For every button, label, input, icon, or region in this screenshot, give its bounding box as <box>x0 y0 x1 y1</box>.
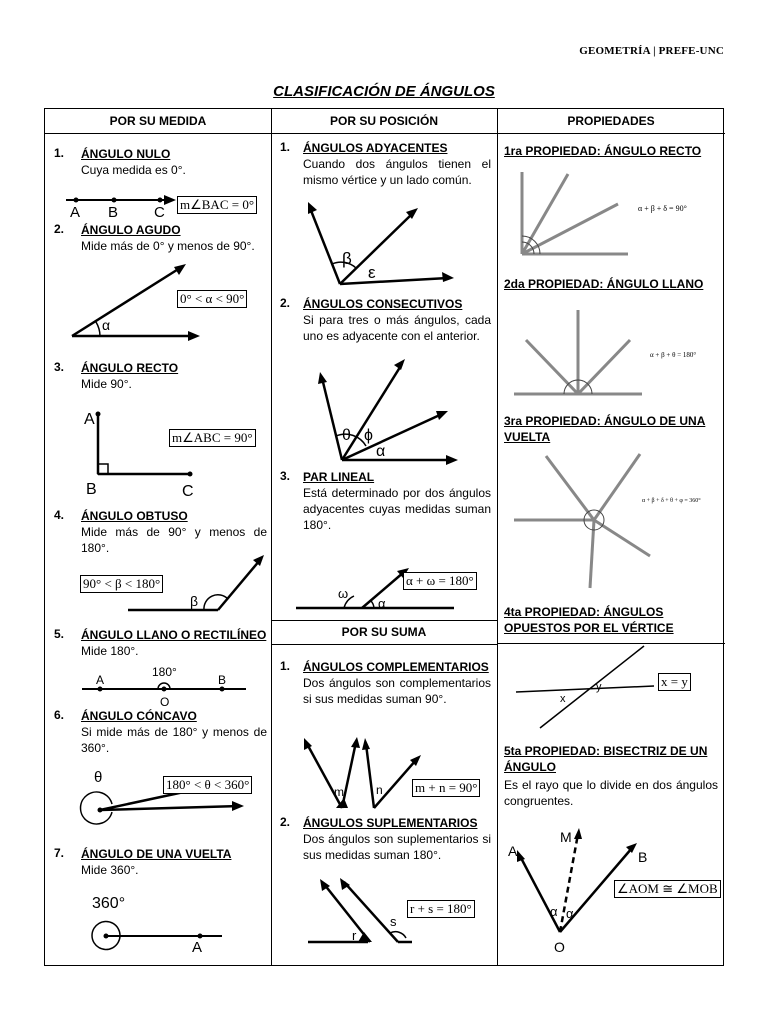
item-title: ÁNGULO AGUDO <box>81 223 181 237</box>
angulo-obtuso <box>81 508 267 556</box>
angulo-recto <box>81 360 267 392</box>
label-b: B <box>638 849 648 865</box>
item-desc: Si mide más de 180° y menos de 360°. <box>81 725 267 755</box>
label-a: A <box>192 939 203 956</box>
item-title: ÁNGULO CÓNCAVO <box>81 709 197 723</box>
suma-divider-bottom <box>271 644 497 645</box>
label-m: M <box>560 829 572 845</box>
item-title: ÁNGULOS SUPLEMENTARIOS <box>303 816 478 830</box>
formula-prop-2: α + β + θ = 180° <box>650 351 697 359</box>
propiedad-5-title: 5ta PROPIEDAD: BISECTRIZ DE UN ÁNGULO <box>504 744 708 774</box>
item-number: 4. <box>54 508 65 522</box>
item-title: PAR LINEAL <box>303 470 375 484</box>
column-header-propiedades: PROPIEDADES <box>567 114 655 128</box>
formula-concavo: 180° < θ < 360° <box>163 776 252 794</box>
label-a: A <box>508 843 518 859</box>
item-title: ÁNGULOS COMPLEMENTARIOS <box>303 660 489 674</box>
column-header-suma: POR SU SUMA <box>341 625 427 639</box>
propiedad-1-diagram <box>508 166 718 262</box>
label-theta: θ <box>94 769 103 786</box>
column-header-medida: POR SU MEDIDA <box>109 114 207 128</box>
item-number: 7. <box>54 846 65 860</box>
item-desc: Cuya medida es 0°. <box>81 163 186 177</box>
label-omega: ω <box>338 586 349 601</box>
label-x: x <box>560 693 566 705</box>
item-desc: Mide 90°. <box>81 377 132 391</box>
angulo-agudo <box>81 222 267 254</box>
angulo-nulo <box>81 146 267 178</box>
header-divider <box>45 133 725 134</box>
item-desc: Está determinado por dos ángulos adyacentes cuyas medidas suman 180°. <box>303 486 491 532</box>
label-o: O <box>554 939 565 955</box>
item-title: ÁNGULOS CONSECUTIVOS <box>303 297 463 311</box>
adyacentes-diagram <box>300 198 460 288</box>
item-desc: Dos ángulos son complementarios si sus medidas suman 90°. <box>303 676 491 706</box>
nulo-diagram <box>60 188 180 221</box>
label-y: y <box>596 681 602 693</box>
item-number: 1. <box>280 659 291 673</box>
label-360: 360° <box>92 895 126 912</box>
angulo-una-vuelta <box>81 846 267 878</box>
column-header-posicion: POR SU POSICIÓN <box>329 114 439 128</box>
formula-nulo: m∠BAC = 0° <box>177 196 257 214</box>
label-epsilon: ε <box>368 263 376 282</box>
angulos-adyacentes <box>303 140 491 188</box>
consecutivos-diagram <box>310 358 460 468</box>
label-r: r <box>352 928 357 943</box>
label-alpha-2: α <box>566 906 574 921</box>
formula-agudo: 0° < α < 90° <box>177 290 247 308</box>
recto-diagram <box>84 402 214 498</box>
propiedad-5-desc: Es el rayo que lo divide en dos ángulos congruentes. <box>504 778 718 808</box>
label-o: O <box>160 695 170 709</box>
propiedad-1-title: 1ra PROPIEDAD: ÁNGULO RECTO <box>504 144 702 158</box>
item-title: ÁNGULO DE UNA VUELTA <box>81 847 232 861</box>
angulos-suplementarios <box>303 815 491 863</box>
propiedad-3-title: 3ra PROPIEDAD: ÁNGULO DE UNA VUELTA <box>504 414 706 444</box>
item-number: 3. <box>54 360 65 374</box>
page-title: CLASIFICACIÓN DE ÁNGULOS <box>273 83 495 100</box>
label-a: A <box>96 673 105 687</box>
complementarios-diagram <box>296 738 426 814</box>
item-desc: Mide más de 90° y menos de 180°. <box>81 525 267 555</box>
label-b: B <box>108 204 119 221</box>
label-m: m <box>334 785 344 799</box>
angulos-consecutivos <box>303 296 491 344</box>
formula-suplementarios: r + s = 180° <box>407 900 475 918</box>
column-divider <box>497 109 498 965</box>
label-c: C <box>154 204 165 221</box>
item-desc: Mide 180°. <box>81 644 139 658</box>
item-number: 6. <box>54 708 65 722</box>
propiedad-4-diagram <box>512 640 662 732</box>
label-180: 180° <box>152 665 177 679</box>
label-c: C <box>182 483 194 500</box>
formula-par-lineal: α + ω = 180° <box>403 572 477 590</box>
label-b: B <box>218 673 227 687</box>
angulo-llano <box>81 627 267 659</box>
formula-prop-1: α + β + δ = 90° <box>638 204 687 213</box>
label-alpha: α <box>102 317 111 333</box>
vuelta-diagram <box>82 890 232 956</box>
column-divider <box>271 109 272 965</box>
propiedad-2-title: 2da PROPIEDAD: ÁNGULO LLANO <box>504 277 704 291</box>
item-title: ÁNGULO LLANO O RECTILÍNEO <box>81 628 267 642</box>
item-title: ÁNGULOS ADYACENTES <box>303 141 448 155</box>
item-number: 1. <box>54 146 65 160</box>
page-header: GEOMETRÍA | PREFE-UNC <box>579 45 724 57</box>
formula-recto: m∠ABC = 90° <box>169 429 256 447</box>
item-title: ÁNGULO OBTUSO <box>81 509 188 523</box>
formula-prop-3: α + β + δ + θ + φ = 360° <box>642 498 701 504</box>
item-desc: Si para tres o más ángulos, cada uno es adyacente con el anterior. <box>303 313 491 343</box>
llano-diagram <box>80 664 250 708</box>
item-title: ÁNGULO NULO <box>81 147 171 161</box>
label-s: s <box>390 914 397 929</box>
label-b: B <box>86 481 97 498</box>
angulo-concavo <box>81 708 267 756</box>
item-desc: Cuando dos ángulos tienen el mismo vértice y un lado común. <box>303 157 491 187</box>
formula-prop-5: ∠AOM ≅ ∠MOB <box>614 880 721 898</box>
item-number: 5. <box>54 627 65 641</box>
suplementarios-diagram <box>306 878 416 948</box>
formula-obtuso: 90° < β < 180° <box>80 575 163 593</box>
item-number: 2. <box>280 815 291 829</box>
angulos-complementarios <box>303 659 491 707</box>
item-number: 3. <box>280 469 291 483</box>
formula-complementarios: m + n = 90° <box>412 779 480 797</box>
propiedad-2-diagram <box>508 304 648 400</box>
item-desc: Mide 360°. <box>81 863 139 877</box>
label-theta: θ <box>342 427 351 444</box>
item-desc: Mide más de 0° y menos de 90°. <box>81 239 255 253</box>
item-number: 1. <box>280 140 291 154</box>
label-a: A <box>70 204 81 221</box>
formula-prop-4: x = y <box>658 673 691 691</box>
label-a: A <box>84 411 95 428</box>
label-alpha-1: α <box>550 904 558 919</box>
label-phi: ϕ <box>364 427 373 444</box>
label-n: n <box>376 783 383 797</box>
item-number: 2. <box>280 296 291 310</box>
label-alpha: α <box>378 596 386 611</box>
par-lineal <box>303 469 491 533</box>
suma-divider-top <box>271 620 497 621</box>
label-beta: β <box>342 249 352 268</box>
item-desc: Dos ángulos son suplementarios si sus medidas suman 180°. <box>303 832 491 862</box>
item-title: ÁNGULO RECTO <box>81 361 179 375</box>
label-alpha: α <box>376 443 386 460</box>
label-beta: β <box>190 593 199 609</box>
propiedad-4-title: 4ta PROPIEDAD: ÁNGULOS OPUESTOS POR EL VÉRTICE <box>504 605 674 635</box>
propiedad-3-diagram <box>510 448 670 594</box>
item-number: 2. <box>54 222 65 236</box>
